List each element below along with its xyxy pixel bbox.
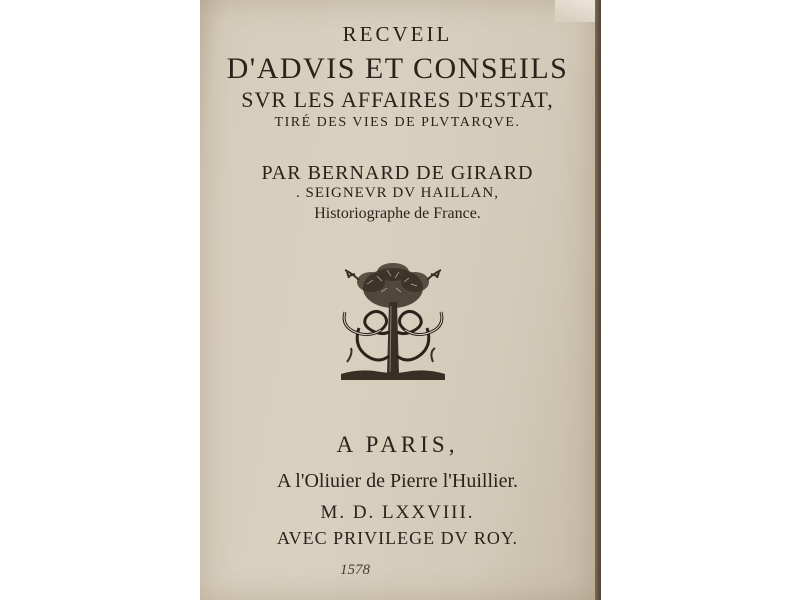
title-line-1: RECVEIL [342,22,453,46]
author-office: Historiographe de France. [314,205,481,222]
title-line-4: TIRÉ DES VIES DE PLVTARQVE. [274,115,521,130]
title-line-2: D'ADVIS ET CONSEILS [226,52,569,85]
imprint-privilege: AVEC PRIVILEGE DV ROY. [276,528,519,548]
book-cover-edge [595,0,601,600]
olive-tree-printers-mark-icon [337,262,449,382]
author-lordship: . SEIGNEVR DV HAILLAN, [296,185,499,201]
imprint-year: M. D. LXXVIII. [320,502,475,523]
page-corner-fold [555,0,595,22]
title-line-3: SVR LES AFFAIRES D'ESTAT, [241,87,554,112]
author-name: PAR BERNARD DE GIRARD [261,162,534,184]
imprint-printer: A l'Oliuier de Pierre l'Huillier. [276,470,519,492]
handwritten-date-note: 1578 [340,562,370,578]
imprint-city: A PARIS, [336,432,459,457]
